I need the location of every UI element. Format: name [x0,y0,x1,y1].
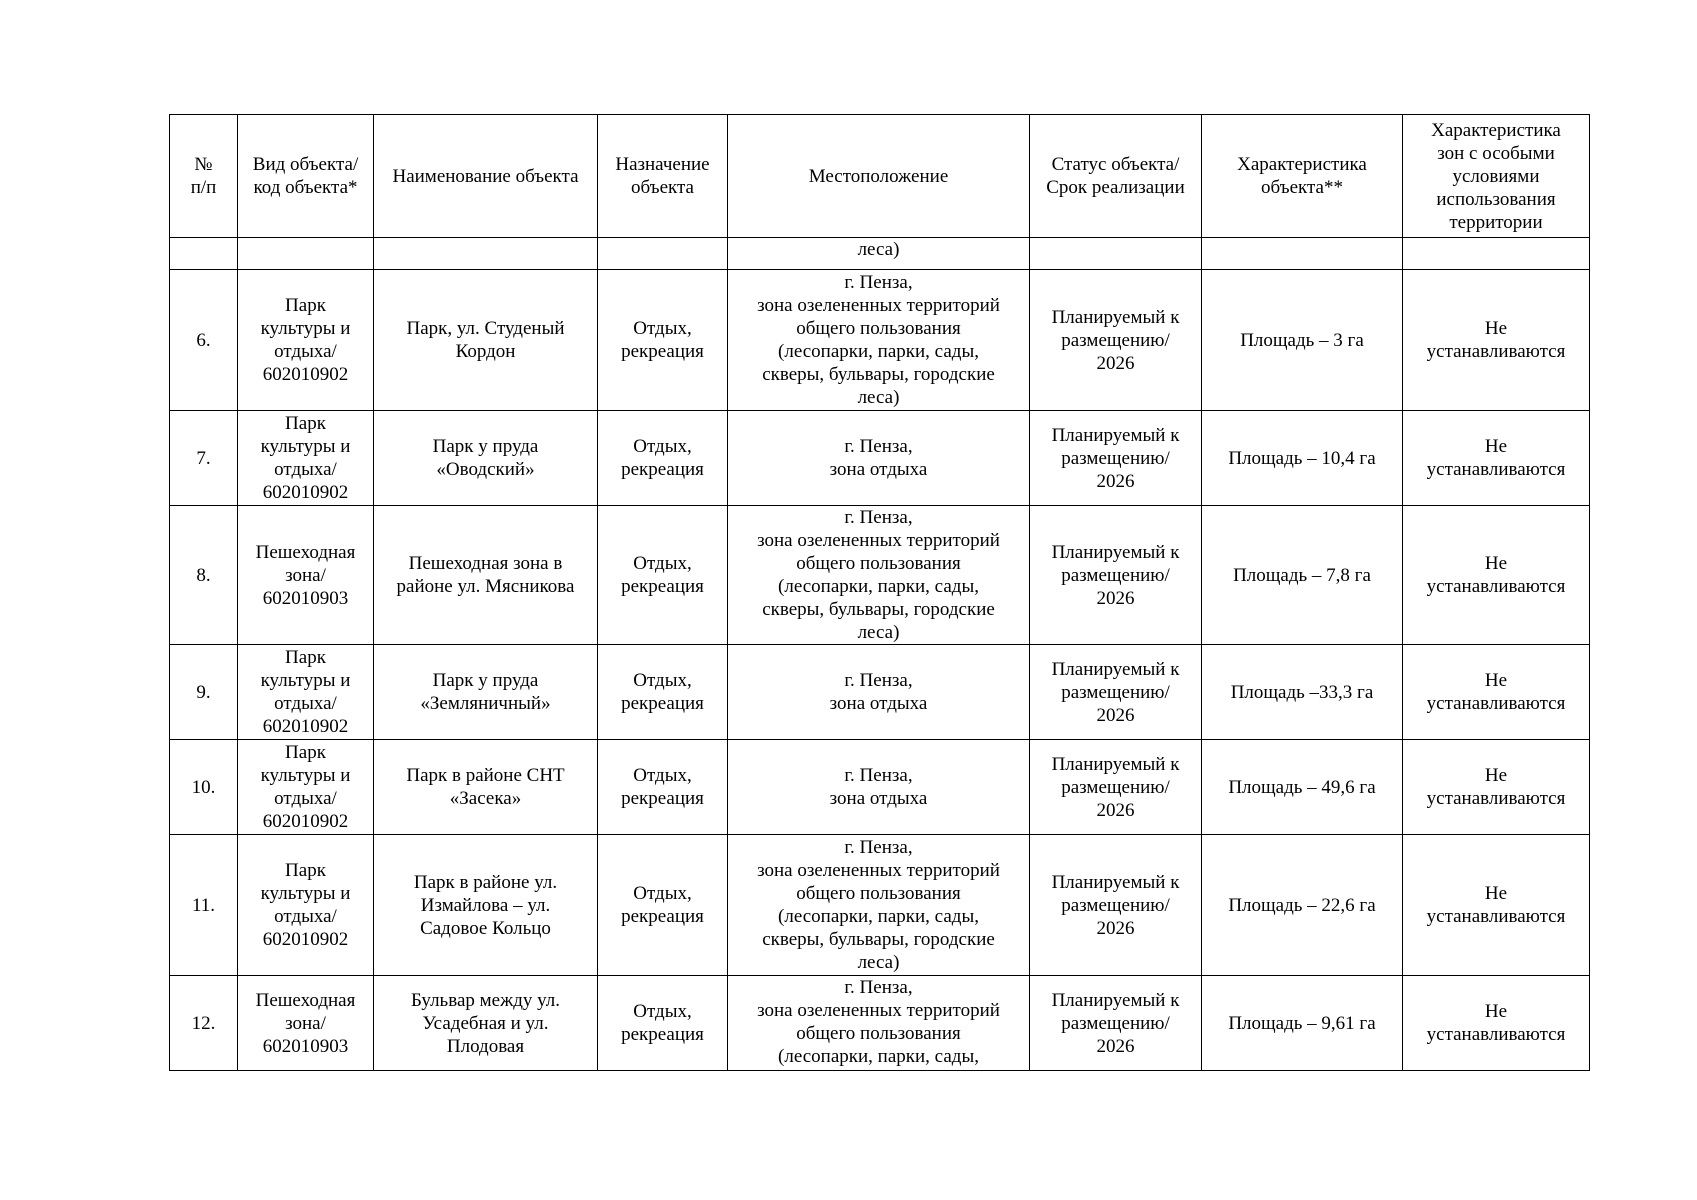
purpose-cell: Отдых, рекреация [598,411,728,506]
header-location: Местоположение [728,115,1030,238]
location-cell: г. Пенза, зона озелененных территорий общего пользования (лесопарки, парки, сады, скверы, бульвары, городские леса) [728,835,1030,976]
table-cell [374,238,598,270]
characteristics-cell: Площадь – 3 га [1202,270,1403,411]
location-cell: г. Пенза, зона озелененных территорий общего пользования (лесопарки, парки, сады, скверы, бульвары, городские леса) [728,506,1030,645]
table-header-row [170,115,1590,238]
status-cell: Планируемый к размещению/ 2026 [1030,411,1202,506]
table-cell [238,238,374,270]
header-purpose: Назначение объекта [598,115,728,238]
table-cell: леса) [728,238,1030,270]
zones-cell: Не устанавливаются [1403,740,1590,835]
zones-cell: Не устанавливаются [1403,411,1590,506]
status-cell: Планируемый к размещению/ 2026 [1030,835,1202,976]
object-type-cell: Парк культуры и отдыха/ 602010902 [238,740,374,835]
row-number: 12. [170,976,238,1071]
zones-cell: Не устанавливаются [1403,506,1590,645]
purpose-cell: Отдых, рекреация [598,270,728,411]
purpose-cell: Отдых, рекреация [598,506,728,645]
characteristics-cell: Площадь – 9,61 га [1202,976,1403,1071]
table-row [170,645,1590,740]
table-row [170,411,1590,506]
header-number: № п/п [170,115,238,238]
header-zones: Характеристика зон с особыми условиями использования территории [1403,115,1590,238]
location-cell: г. Пенза, зона отдыха [728,740,1030,835]
object-name-cell: Пешеходная зона в районе ул. Мясникова [374,506,598,645]
location-cell: г. Пенза, зона озелененных территорий общего пользования (лесопарки, парки, сады, скверы, бульвары, городские леса) [728,270,1030,411]
object-name-cell: Парк, ул. Студеный Кордон [374,270,598,411]
table-row [170,835,1590,976]
zones-cell: Не устанавливаются [1403,270,1590,411]
object-type-cell: Парк культуры и отдыха/ 602010902 [238,835,374,976]
row-number: 6. [170,270,238,411]
zones-cell: Не устанавливаются [1403,645,1590,740]
row-number: 7. [170,411,238,506]
table-row-carry-over [170,238,1590,270]
header-object-name: Наименование объекта [374,115,598,238]
table-cell [1403,238,1590,270]
object-type-cell: Пешеходная зона/ 602010903 [238,976,374,1071]
table-cell [1030,238,1202,270]
objects-table [169,114,1590,1071]
object-name-cell: Парк в районе ул. Измайлова – ул. Садовое Кольцо [374,835,598,976]
row-number: 10. [170,740,238,835]
row-number: 9. [170,645,238,740]
status-cell: Планируемый к размещению/ 2026 [1030,976,1202,1071]
status-cell: Планируемый к размещению/ 2026 [1030,506,1202,645]
object-name-cell: Парк у пруда «Земляничный» [374,645,598,740]
purpose-cell: Отдых, рекреация [598,645,728,740]
location-cell: г. Пенза, зона озелененных территорий общего пользования (лесопарки, парки, сады, [728,976,1030,1071]
location-cell: г. Пенза, зона отдыха [728,645,1030,740]
status-cell: Планируемый к размещению/ 2026 [1030,645,1202,740]
zones-cell: Не устанавливаются [1403,976,1590,1071]
characteristics-cell: Площадь – 7,8 га [1202,506,1403,645]
purpose-cell: Отдых, рекреация [598,976,728,1071]
header-characteristics: Характеристика объекта** [1202,115,1403,238]
row-number: 11. [170,835,238,976]
table-cell [170,238,238,270]
status-cell: Планируемый к размещению/ 2026 [1030,270,1202,411]
table-cell [1202,238,1403,270]
table-row [170,270,1590,411]
object-name-cell: Бульвар между ул. Усадебная и ул. Плодовая [374,976,598,1071]
object-type-cell: Пешеходная зона/ 602010903 [238,506,374,645]
object-type-cell: Парк культуры и отдыха/ 602010902 [238,411,374,506]
row-number: 8. [170,506,238,645]
table-row [170,506,1590,645]
characteristics-cell: Площадь – 49,6 га [1202,740,1403,835]
characteristics-cell: Площадь – 10,4 га [1202,411,1403,506]
object-type-cell: Парк культуры и отдыха/ 602010902 [238,270,374,411]
zones-cell: Не устанавливаются [1403,835,1590,976]
location-cell: г. Пенза, зона отдыха [728,411,1030,506]
header-status: Статус объекта/ Срок реализации [1030,115,1202,238]
characteristics-cell: Площадь – 22,6 га [1202,835,1403,976]
purpose-cell: Отдых, рекреация [598,835,728,976]
table-cell [598,238,728,270]
status-cell: Планируемый к размещению/ 2026 [1030,740,1202,835]
characteristics-cell: Площадь –33,3 га [1202,645,1403,740]
object-name-cell: Парк у пруда «Оводский» [374,411,598,506]
table-row [170,740,1590,835]
object-type-cell: Парк культуры и отдыха/ 602010902 [238,645,374,740]
table-row [170,976,1590,1071]
purpose-cell: Отдых, рекреация [598,740,728,835]
header-object-type: Вид объекта/ код объекта* [238,115,374,238]
object-name-cell: Парк в районе СНТ «Засека» [374,740,598,835]
